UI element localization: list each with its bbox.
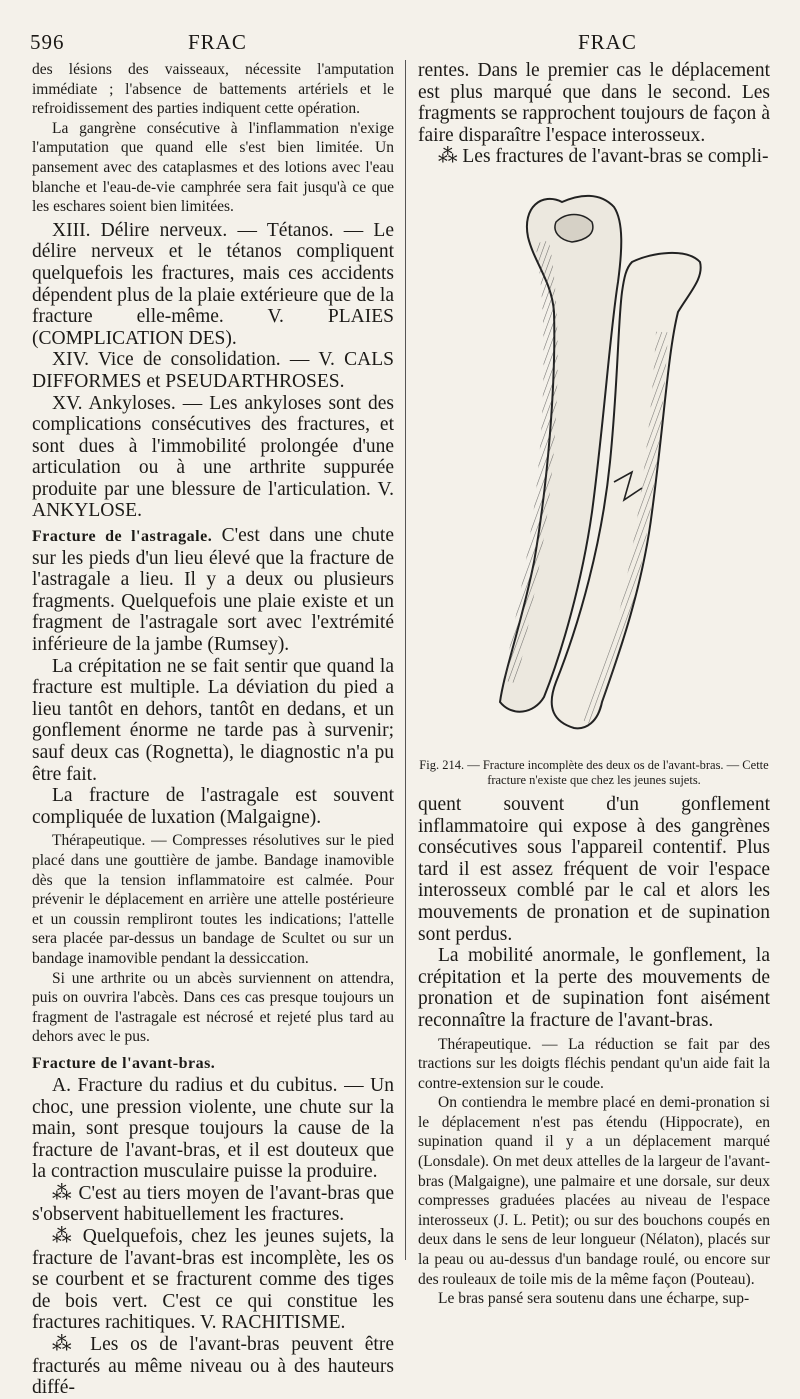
figure-caption: Fig. 214. — Fracture incomplète des deux os de l'avant-bras. — Cette fracture n'existe que chez les jeunes sujets. [419,757,769,787]
paragraph: La mobilité anormale, le gonflement, la crépitation et la perte des mouvements de pronation et de supination font aisément reconnaître la fracture de l'avant-bras. [418,945,770,1031]
page-number: 596 [30,30,65,54]
section-xiv: XIV. Vice de consolidation. — V. CALS DIFFORMES et PSEUDARTHROSES. [32,349,394,392]
paragraph: A. Fracture du radius et du cubitus. — Un choc, une pression violente, une chute sur la main, sont presque toujours la cause de la fracture de l'avant-bras, et il est douteux que la contraction musculaire puisse la produire. [32,1074,394,1183]
astragale-paragraph [32,525,394,656]
running-title-right: FRAC [578,30,637,54]
paragraph: ⁂ Les os de l'avant-bras peuvent être fracturés au même niveau ou à des hauteurs diffé- [32,1334,394,1399]
paragraph: ⁂ Les fractures de l'avant-bras se compli- [438,146,769,168]
astragale-heading: Fracture de l'astragale. [32,528,213,546]
left-column [32,60,394,1399]
paragraph: quent souvent d'un gonflement inflammatoire qui expose à des gangrènes consécutives sous l'appareil contentif. Plus tard il est assez fréquent de voir l'espace interosseux comblé par le cal et alors les mouvements de pronation et de supination sont perdus. [418,793,770,945]
paragraph: des lésions des vaisseaux, nécessite l'amputation immédiate ; l'absence de battements artériels et le refroidissement des parties indiquent cette opération. [32,61,394,118]
paragraph: Si une arthrite ou un abcès surviennent on attendra, puis on ouvrira l'abcès. Dans ces cas presque toujours un fragment de l'astragale est nécrosé et rejeté plus tard au dehors avec le pus. [32,969,394,1046]
forearm-bones-illustration [482,182,722,742]
paragraph: ⁂ C'est au tiers moyen de l'avant-bras que s'observent habituellement les fractures. [32,1182,394,1226]
paragraph: On contiendra le membre placé en demi-pronation si le déplacement n'est pas étendu (Hippocrate), en supination quand il y a un déplacement marqué (Lonsdale). On met deux attelles de la largeur de l'avant-bras (Malgaigne), une palmaire et une dorsale, sur deux compresses graduées placées au niveau de l'espace interosseux (J. L. Petit); ou sur des bouchons coupés en deux dans le sens de leur longueur (Nélaton), placés sur la peau ou au-dessus d'un bandage roulé, ou encore sur des rouleaux de toile mis de la même façon (Pouteau). [418,1094,770,1288]
figure-214 [418,176,770,758]
therapeutique-paragraph: Thérapeutique. — Compresses résolutives sur le pied placé dans une gouttière de jambe. Bandage inamovible dès que la tension inflammatoire est calmée. Pour prévenir le déplacement en arrière une attelle postérieure et un coussin rempliront toutes les indications; l'attelle sera placée par-dessus un bandage de Scultet ou sur un bandage inamovible pendant la dessiccation. [32,832,394,967]
paragraph: La crépitation ne se fait sentir que quand la fracture est multiple. La déviation du pied a lieu tantôt en dehors, tantôt en dedans, et un gonflement énorme ne tarde pas à survenir; sauf deux cas (Rognetta), le diagnostic n'a pu être fait. [32,655,394,785]
section-xv: XV. Ankyloses. — Les ankyloses sont des complications consécutives des fractures, et sont dues à l'immobilité prolongée d'une articulation ou à une arthrite suppurée produite par une blessure de l'articulation. V. ANKYLOSE. [32,392,394,522]
section-xiii: XIII. Délire nerveux. — Tétanos. — Le délire nerveux et le tétanos compliquent quelquefois les fractures, mais ces accidents dépendent plus de la plaie extérieure que de la fracture elle-même. V. PLAIES (COMPLICATION DES). [32,219,394,349]
astragale-text: C'est dans une chute sur les pieds d'un lieu élevé que la fracture de l'astragale a lieu. Il y a deux ou plusieurs fragments. Quelquefois une plaie existe et un fragment de l'astragale sort avec l'extrémité inférieure de la jambe (Rumsey). [32,525,394,656]
column-divider [405,60,406,1260]
therapeutique-paragraph: Thérapeutique. — La réduction se fait par des tractions sur les doigts fléchis pendant qu'un aide fait la contre-extension sur le coude. [418,1035,770,1092]
avant-bras-heading: Fracture de l'avant-bras. [32,1054,216,1072]
right-column [418,60,770,1309]
paragraph: La fracture de l'astragale est souvent compliquée de luxation (Malgaigne). [32,785,394,828]
paragraph: Le bras pansé sera soutenu dans une écharpe, sup- [438,1290,750,1308]
paragraph: La gangrène consécutive à l'inflammation n'exige l'amputation que quand elle s'est bien limitée. Un pansement avec des cataplasmes et des lotions avec l'eau blanche et l'eau-de-vie camphrée sera fait jusqu'à ce que les eschares soient bien limitées. [32,119,394,216]
paragraph: rentes. Dans le premier cas le déplacement est plus marqué que dans le second. Les fragments se rapprochent toujours de façon à faire disparaître l'espace interosseux. [418,60,770,146]
running-title-left: FRAC [188,30,247,54]
paragraph: ⁂ Quelquefois, chez les jeunes sujets, la fracture de l'avant-bras est incomplète, les os se courbent et se fracturent comme des tiges de bois vert. C'est ce qui constitue les fractures rachitiques. V. RACHITISME. [32,1226,394,1334]
